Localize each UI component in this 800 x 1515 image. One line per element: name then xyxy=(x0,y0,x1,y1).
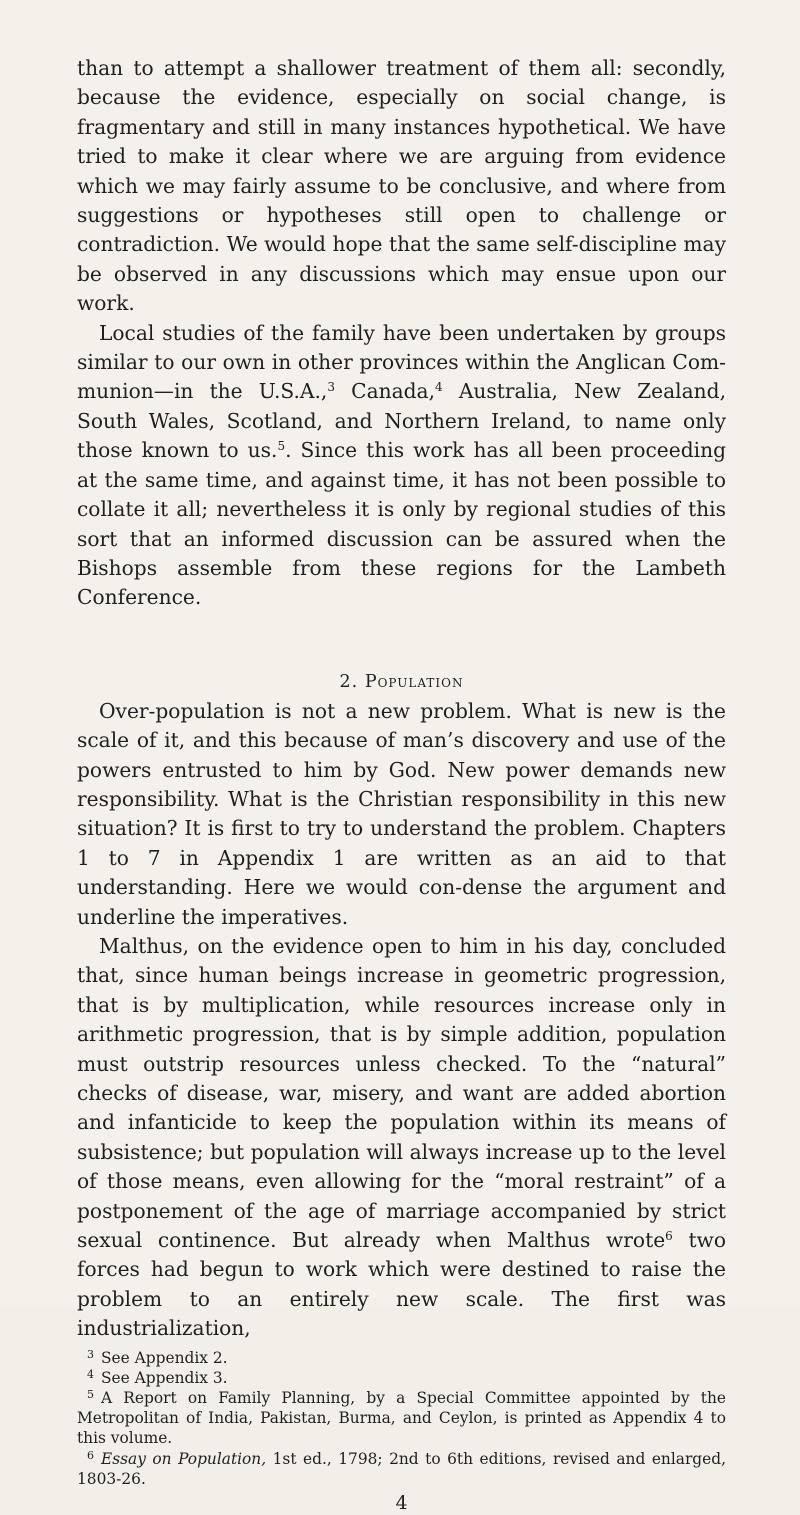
text-run: Canada, xyxy=(334,379,436,404)
footnote-ref-3[interactable]: 3 xyxy=(327,380,335,395)
footnote-3 xyxy=(77,1348,726,1368)
footnote-mark: 3 xyxy=(87,1347,94,1361)
footnotes xyxy=(77,1348,726,1489)
footnote-mark: 5 xyxy=(87,1388,94,1402)
footnote-mark: 6 xyxy=(87,1448,94,1462)
section-title: Population xyxy=(364,671,464,692)
paragraph-malthus xyxy=(77,932,726,1344)
paragraph-continuation: than to attempt a shallower treatment of them all: secondly, because the evidence, especially on social change, is fragmentary and still in many instances hypothetical. We have tried to make it clear where we are arguing from evidence which we may fairly assume to be conclusive, and where from suggestions or hypotheses still open to challenge or contradiction. We would hope that the same self-discipline may be observed in any discussions which may ensue upon our work. xyxy=(77,56,726,316)
footnote-mark: 4 xyxy=(87,1367,94,1381)
paragraph-local-studies xyxy=(77,319,726,613)
footnote-title: Essay on Population, xyxy=(101,1449,267,1468)
page-number: 4 xyxy=(395,1492,408,1515)
paragraph-over-population: Over-population is not a new problem. What is new is the scale of it, and this because of man’s discovery and use of the powers entrusted to him by God. New power demands new responsibility. What is the Christian responsibility in this new situation? It is first to try to understand the problem. Chapters 1 to 7 in Appendix 1 are written as an aid to that understanding. Here we would con-dense the argument and underline the imperatives. xyxy=(77,698,726,929)
footnote-ref-6[interactable]: 6 xyxy=(665,1229,673,1244)
section-number: 2. xyxy=(339,671,359,692)
footnote-text: 1st ed., 1798; 2nd to 6th editions, revised and enlarged, 1803-26. xyxy=(77,1449,727,1488)
footnote-5 xyxy=(77,1388,726,1449)
text-run: Australia, New Zealand, South Wales, Scotland, and Northern Ireland, to name only those known to us. xyxy=(77,379,726,463)
footnote-ref-4[interactable]: 4 xyxy=(435,380,443,395)
footnote-ref-5[interactable]: 5 xyxy=(277,439,286,454)
footnote-text: A Report on Family Planning, by a Special Committee appointed by the Metropolitan of India, Pakistan, Burma, and Ceylon, is printed as Appendix 4 to this volume. xyxy=(77,1389,726,1448)
footnote-6 xyxy=(77,1449,726,1489)
text-run: two forces had begun to work which were destined to raise the problem to an entirely new scale. The first was industrialization, xyxy=(77,1228,726,1341)
footnote-text: See Appendix 2. xyxy=(101,1348,228,1367)
text-run: Local studies of the family have been undertaken by groups similar to our own in other provinces within the Anglican Com-munion—in the U.S.A., xyxy=(77,320,726,404)
text-column xyxy=(77,54,726,1515)
text-run: Malthus, on the evidence open to him in his day, concluded that, since human beings increase in geometric progression, that is by multiplication, while resources increase only in arithmetic progression, that is by simple addition, population must outstrip resources unless checked. To the “natural” checks of disease, war, misery, and want are added abortion and infanticide to keep the population within its means of subsistence; but population will always increase up to the level of those means, even allowing for the “moral restraint” of a postponement of the age of marriage accompanied by strict sexual continence. But already when Malthus wrote xyxy=(77,933,726,1253)
footnote-4 xyxy=(77,1368,726,1388)
footnote-text: See Appendix 3. xyxy=(101,1368,228,1387)
section-heading xyxy=(77,670,726,694)
text-run: . Since this work has all been proceeding at the same time, and against time, it has not been possible to collate it all; nevertheless it is only by regional studies of this sort that an informed discussion can be assured when the Bishops assemble from these regions for the Lambeth Conference. xyxy=(77,438,726,610)
